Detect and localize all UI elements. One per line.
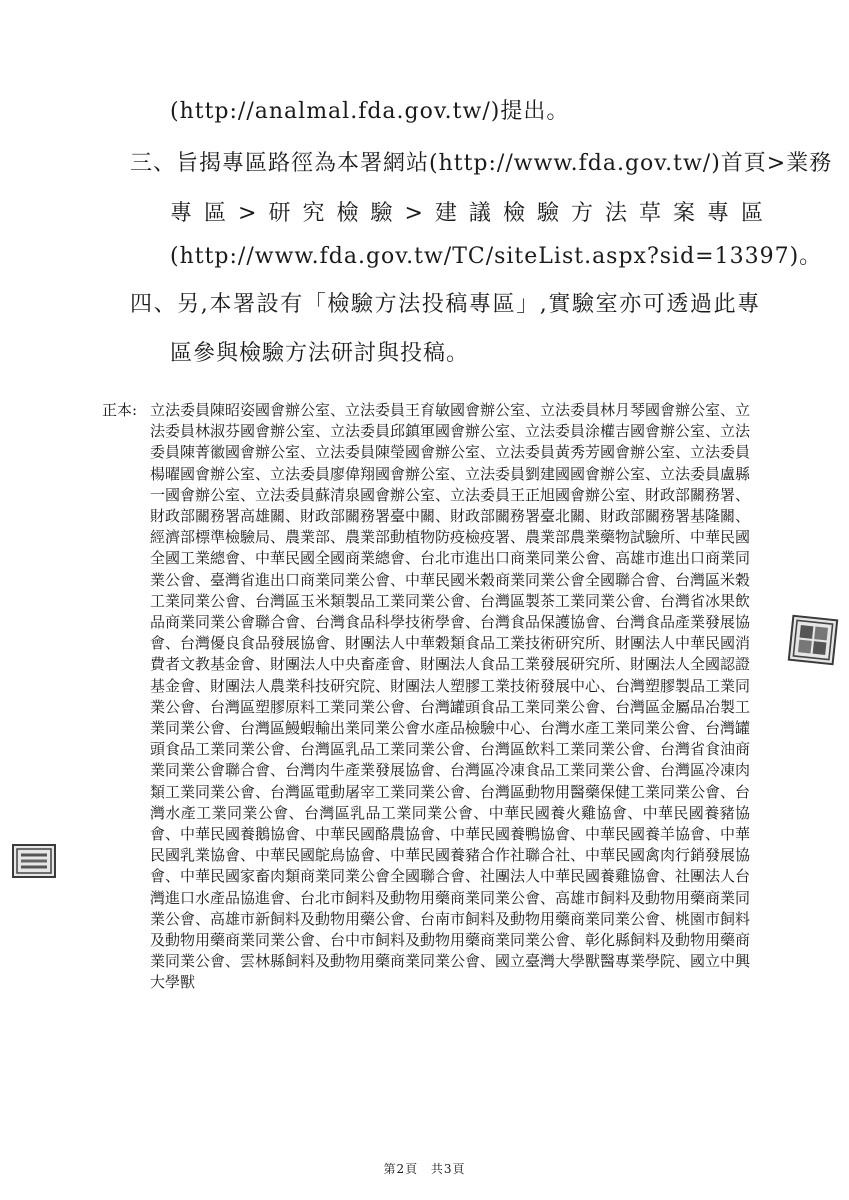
paragraph-four-line-1: 四、另,本署設有「檢驗方法投稿專區」,實驗室亦可透過此專 <box>130 292 761 317</box>
paragraph-three-line-1: 三、旨揭專區路徑為本署網站(http://www.fda.gov.tw/)首頁>業務 <box>130 151 833 176</box>
paragraph-three-line-2: 專區>研究檢驗>建議檢驗方法草案專區 <box>170 201 764 226</box>
paragraph-four-line-2: 區參與檢驗方法研討與投稿。 <box>170 341 470 366</box>
perforation-stamp-icon <box>12 844 56 878</box>
seal-stamp-graphic <box>790 617 836 663</box>
perforation-stamp-graphic <box>14 846 54 876</box>
copies-recipient-list: 立法委員陳昭姿國會辦公室、立法委員王育敏國會辦公室、立法委員林月琴國會辦公室、立法委員林淑芬國會辦公室、立法委員邱鎮軍國會辦公室、立法委員涂權吉國會辦公室、立法委員陳菁徽國會辦公室、立法委員陳瑩國會辦公室、立法委員黃秀芳國會辦公室、立法委員楊曜國會辦公室、立法委員廖偉翔國會辦公室、立法委員劉建國國會辦公室、立法委員盧縣一國會辦公室、立法委員蘇清泉國會辦公室、立法委員王正旭國會辦公室、財政部關務署、財政部關務署高雄關、財政部關務署臺中關、財政部關務署臺北關、財政部關務署基隆關、經濟部標準檢驗局、農業部、農業部動植物防疫檢疫署、農業部農業藥物試驗所、中華民國全國工業總會、中華民國全國商業總會、台北市進出口商業同業公會、高雄市進出口商業同業公會、臺灣省進出口商業同業公會、中華民國米穀商業同業公會全國聯合會、台灣區米穀工業同業公會、台灣區玉米類製品工業同業公會、台灣區製茶工業同業公會、台灣省冰果飲品商業同業公會聯合會、台灣食品科學技術學會、台灣食品保護協會、台灣食品產業發展協會、台灣優良食品發展協會、財團法人中華穀類食品工業技術研究所、財團法人中華民國消費者文教基金會、財團法人中央畜產會、財團法人食品工業發展研究所、財團法人全國認證基金會、財團法人農業科技研究院、財團法人塑膠工業技術發展中心、台灣塑膠製品工業同業公會、台灣區塑膠原料工業同業公會、台灣罐頭食品工業同業公會、台灣區金屬品冶製工業同業公會、台灣區鰻蝦輸出業同業公會水產品檢驗中心、台灣水產工業同業公會、台灣罐頭食品工業同業公會、台灣區乳品工業同業公會、台灣區飲料工業同業公會、台灣省食油商業同業公會聯合會、台灣肉牛產業發展協會、台灣區冷凍食品工業同業公會、台灣區冷凍肉類工業同業公會、台灣區電動屠宰工業同業公會、台灣區動物用醫藥保健工業同業公會、台灣水產工業同業公會、台灣區乳品工業同業公會、中華民國養火雞協會、中華民國養豬協會、中華民國養鵝協會、中華民國酪農協會、中華民國養鴨協會、中華民國養羊協會、中華民國乳業協會、中華民國鴕鳥協會、中華民國養豬合作社聯合社、中華民國禽肉行銷發展協會、中華民國家畜肉類商業同業公會全國聯合會、社團法人中華民國養雞協會、社團法人台灣進口水產品協進會、台北市飼料及動物用藥商業同業公會、高雄市飼料及動物用藥商業同業公會、高雄市新飼料及動物用藥公會、台南市飼料及動物用藥商業同業公會、桃園市飼料及動物用藥商業同業公會、台中市飼料及動物用藥商業同業公會、彰化縣飼料及動物用藥商業同業公會、雲林縣飼料及動物用藥商業同業公會、國立臺灣大學獸醫專業學院、國立中興大學獸 <box>150 401 751 992</box>
page-total: 共3頁 <box>430 1162 466 1176</box>
paragraph-two-tail: (http://analmal.fda.gov.tw/)提出。 <box>170 99 570 124</box>
page-number: 第2頁 <box>383 1162 419 1176</box>
copies-label: 正本: <box>102 401 138 419</box>
seal-stamp-icon <box>788 615 839 666</box>
page-footer <box>0 1160 849 1177</box>
paragraph-three-line-3: (http://www.fda.gov.tw/TC/siteList.aspx?sid=13397)。 <box>170 244 823 269</box>
